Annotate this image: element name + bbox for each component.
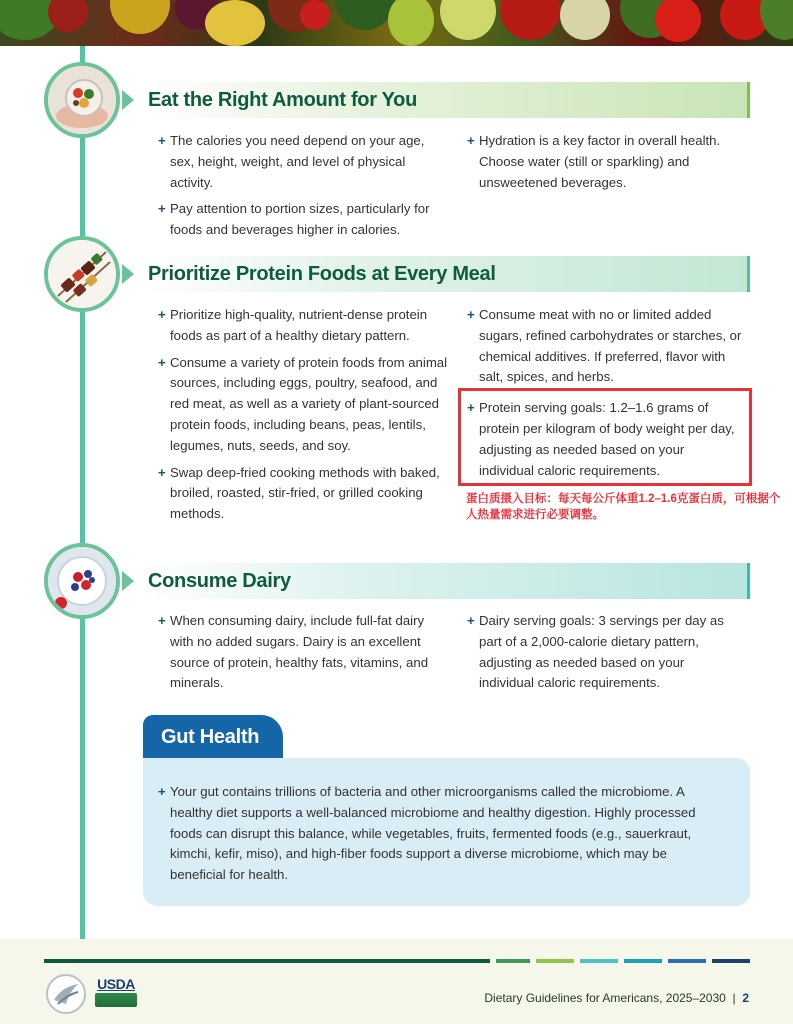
section-pointer	[122, 571, 134, 591]
list-item: + The calories you need depend on your age, sex, height, weight, and level of physical activity.	[158, 133, 425, 190]
section-1-left-column	[158, 131, 448, 247]
footer-rule	[668, 959, 706, 963]
page-number: 2	[742, 991, 749, 1005]
list-item: + Prioritize high-quality, nutrient-dense protein foods as part of a healthy dietary pattern.	[158, 307, 428, 343]
timeline-line	[80, 46, 85, 939]
header-endcap	[747, 256, 750, 292]
section-header-prioritize-protein	[140, 256, 750, 292]
protein-goal-item: + Protein serving goals: 1.2–1.6 grams of protein per kilogram of body weight per day, adjusting as needed based on your individual caloric requirements.	[467, 400, 735, 478]
header-endcap	[747, 563, 750, 599]
section-2-left-column	[158, 305, 448, 531]
list-item: + When consuming dairy, include full-fat dairy with no added sugars. Dairy is an excellent source of protein, healthy fats, vitamins, and minerals.	[158, 613, 429, 691]
usda-logo-text: USDA	[97, 976, 135, 992]
gut-health-box	[143, 758, 750, 906]
document-title: Dietary Guidelines for Americans, 2025–2030	[484, 991, 726, 1005]
list-item: + Hydration is a key factor in overall health. Choose water (still or sparkling) and unsweetened beverages.	[467, 133, 721, 190]
footer-rule	[496, 959, 530, 963]
section-3-left-column	[158, 611, 448, 700]
list-item: + Consume a variety of protein foods from animal sources, including eggs, poultry, seafood, and red meat, as well as a variety of plant-sourced protein foods, including beans, peas, lentils, legumes, nuts, seeds, and soy.	[158, 354, 448, 453]
footer-rule	[712, 959, 750, 963]
section-pointer	[122, 90, 134, 110]
hhs-seal-icon	[46, 974, 86, 1014]
gut-health-tab	[143, 715, 283, 759]
kebab-icon	[44, 236, 120, 312]
food-banner	[0, 0, 793, 46]
bowl-icon	[44, 62, 120, 138]
section-header-consume-dairy	[140, 563, 750, 599]
list-item: + Consume meat with no or limited added sugars, refined carbohydrates or starches, or chemical additives. If preferred, flavor with salt, spices, and herbs.	[467, 307, 742, 385]
footer-rule	[624, 959, 662, 963]
highlight-box	[458, 388, 752, 486]
usda-logo-hills	[95, 993, 137, 1007]
section-pointer	[122, 264, 134, 284]
section-header-eat-right-amount	[140, 82, 750, 118]
section-1-right-column	[467, 131, 747, 199]
gut-health-content	[158, 782, 723, 892]
footer-separator: |	[732, 991, 736, 1005]
footer-rule	[44, 959, 490, 963]
list-item: + Your gut contains trillions of bacteria and other microorganisms called the microbiome. A healthy diet supports a well-balanced microbiome and healthy digestion. Highly processed foods can disrupt this balance, while vegetables, fruits, fermented foods (e.g., sauerkraut, kimchi, kefir, miso), and high-fiber foods support a diverse microbiome, which may be beneficial for health.	[158, 784, 696, 883]
section-title: Eat the Right Amount for You	[148, 88, 417, 111]
list-item: + Dairy serving goals: 3 servings per day as part of a 2,000-calorie dietary pattern, adjusting as needed based on your individual caloric requirements.	[467, 613, 724, 691]
list-item: + Pay attention to portion sizes, particularly for foods and beverages higher in calories.	[158, 201, 430, 238]
section-3-right-column	[467, 611, 742, 700]
translation-note: 蛋白质摄入目标：每天每公斤体重1.2–1.6克蛋白质，可根据个人热量需求进行必要调整。	[466, 493, 781, 521]
usda-logo	[95, 976, 137, 1008]
header-endcap	[747, 82, 750, 118]
footer-rule	[580, 959, 618, 963]
section-title: Prioritize Protein Foods at Every Meal	[148, 262, 496, 285]
footer-caption	[484, 991, 749, 1005]
footer-rule	[536, 959, 574, 963]
list-item: + Swap deep-fried cooking methods with baked, broiled, roasted, stir-fried, or grilled cooking methods.	[158, 464, 440, 522]
gut-health-title: Gut Health	[161, 725, 260, 748]
section-title: Consume Dairy	[148, 569, 291, 592]
yogurt-berries-icon	[44, 543, 120, 619]
